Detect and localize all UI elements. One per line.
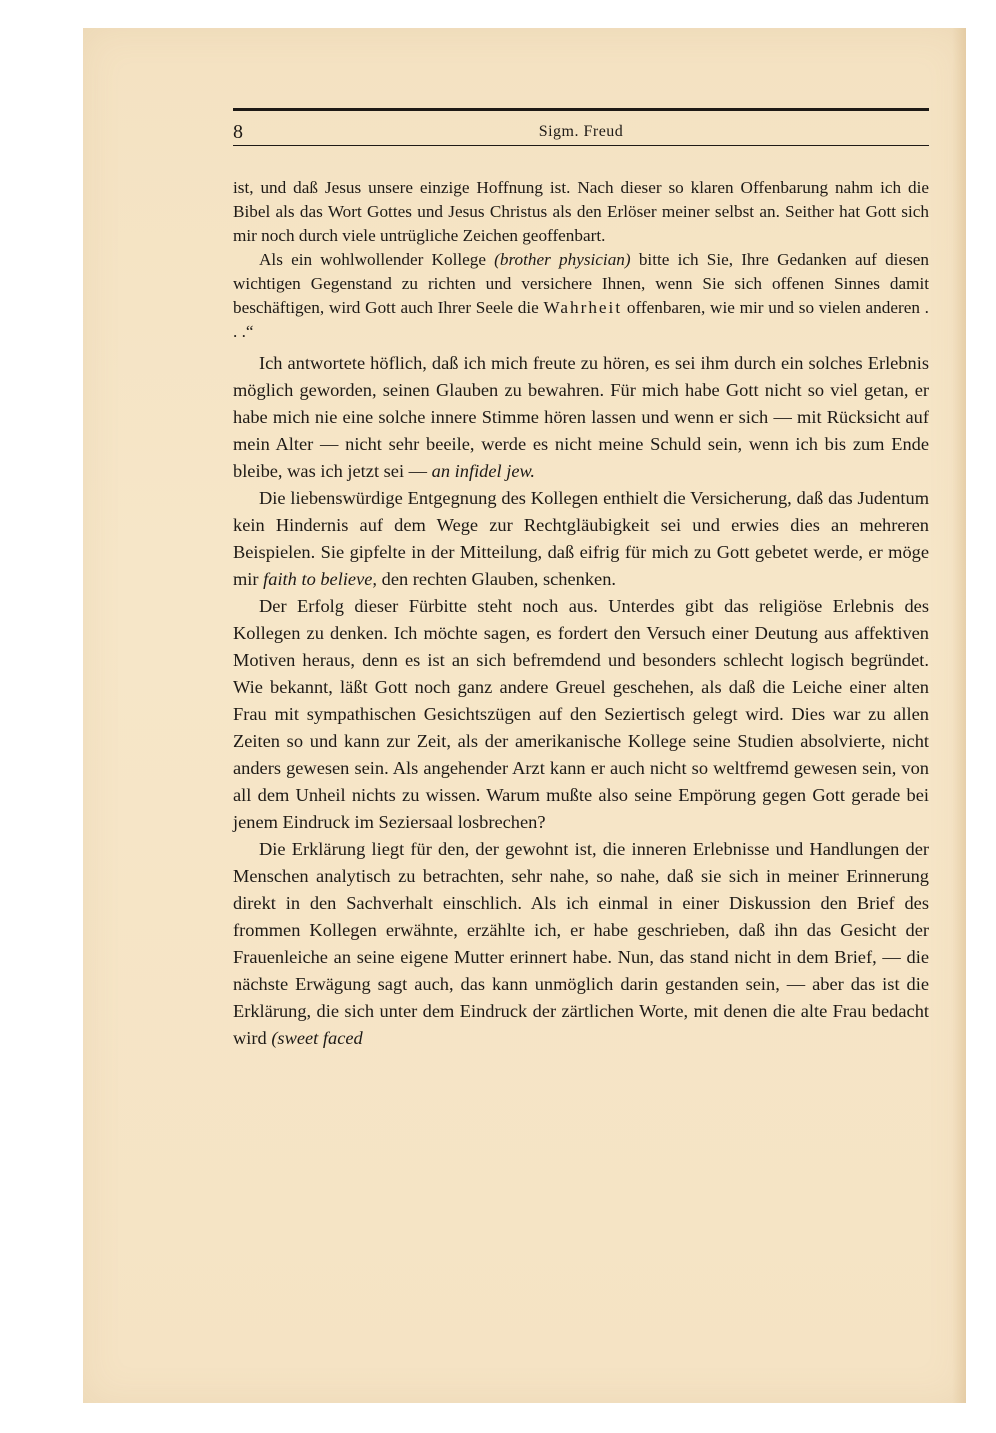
quoted-letter <box>233 176 929 344</box>
book-page <box>233 108 929 1052</box>
quote-paragraph-1: ist, und daß Jesus unsere einzige Hoffnung ist. Nach dieser so klaren Offenbarung nahm ich die Bibel als das Wort Gottes und Jesus Christus als den Erlöser meiner selbst an. Seither hat Gott sich mir noch durch viele untrügliche Zeichen geoffenbart. <box>233 178 929 245</box>
italic-phrase: an infidel jew. <box>431 461 536 481</box>
page-edge-shadow <box>952 28 966 1403</box>
quote-paragraph-2: Als ein wohlwollender Kollege (brother physician) bitte ich Sie, Ihre Gedanken auf diesen wichtigen Gegenstand zu richten und versichere Ihnen, wenn Sie sich offenen Sinnes damit beschäftigen, wird Gott auch Ihrer Seele die Wahrheit offenbaren, wie mir und so vielen anderen . . .“ <box>233 250 929 341</box>
italic-phrase: faith to believe, <box>263 569 378 589</box>
italic-phrase: (brother physician) <box>494 250 631 269</box>
page-number: 8 <box>233 121 243 143</box>
running-head <box>233 111 929 145</box>
paragraph-1: Ich antwortete höflich, daß ich mich freute zu hören, es sei ihm durch ein solches Erlebnis möglich geworden, seinen Glauben zu bewahren. Für mich habe Gott nicht so viel getan, er habe mich nie eine solche innere Stimme hören lassen und wenn er sich — mit Rücksicht auf mein Alter — nicht sehr beeile, werde es nicht meine Schuld sein, wenn ich bis zum Ende bleibe, was ich jetzt sei — an infidel jew. <box>233 353 929 481</box>
paragraph-4: Die Erklärung liegt für den, der gewohnt ist, die inneren Erlebnisse und Handlungen der Menschen analytisch zu betrachten, sehr nahe, so nahe, daß sie sich in meiner Erinnerung direkt in den Sachverhalt einschlich. Als ich einmal in einer Diskussion den Brief des frommen Kollegen erwähnte, erzählte ich, er habe geschrieben, daß ihn das Gesicht der Frauenleiche an seine eigene Mutter erinnert habe. Nun, das stand nicht in dem Brief, — die nächste Erwägung sagt auch, das kann unmöglich darin gestanden sein, — aber das ist die Erklärung, die sich unter dem Eindruck der zärtlichen Worte, mit denen die alte Frau bedacht wird (sweet faced <box>233 839 929 1048</box>
body-text <box>233 176 929 1052</box>
paragraph-2: Die liebenswürdige Entgegnung des Kollegen enthielt die Versicherung, daß das Judentum kein Hindernis auf dem Wege zur Rechtgläubigkeit sei und erwies dies an mehreren Beispielen. Sie gipfelte in der Mitteilung, daß eifrig für mich zu Gott gebetet werde, er möge mir faith to believe, den rechten Glauben, schenken. <box>233 488 929 589</box>
main-text <box>233 350 929 1052</box>
header-rule-bottom <box>233 145 929 146</box>
italic-phrase: (sweet faced <box>271 1028 363 1048</box>
paragraph-3: Der Erfolg dieser Fürbitte steht noch aus. Unterdes gibt das religiöse Erlebnis des Kollegen zu denken. Ich möchte sagen, es fordert den Versuch einer Deutung aus affektiven Motiven heraus, denn es ist an sich befremdend und besonders schlecht logisch begründet. Wie bekannt, läßt Gott noch ganz andere Greuel geschehen, als daß die Leiche einer alten Frau mit sympathischen Gesichtszügen auf den Seziertisch gelegt wird. Dies war zu allen Zeiten so und kann zur Zeit, als der amerikanische Kollege seine Studien absolvierte, nicht anders gewesen sein. Als angehender Arzt kann er auch nicht so weltfremd gewesen sein, von all dem Unheil nichts zu wissen. Warum mußte also seine Empörung gegen Gott gerade bei jenem Eindruck im Seziersaal losbrechen? <box>233 596 929 832</box>
running-title: Sigm. Freud <box>538 123 624 140</box>
spaced-word: Wahrheit <box>543 298 623 317</box>
